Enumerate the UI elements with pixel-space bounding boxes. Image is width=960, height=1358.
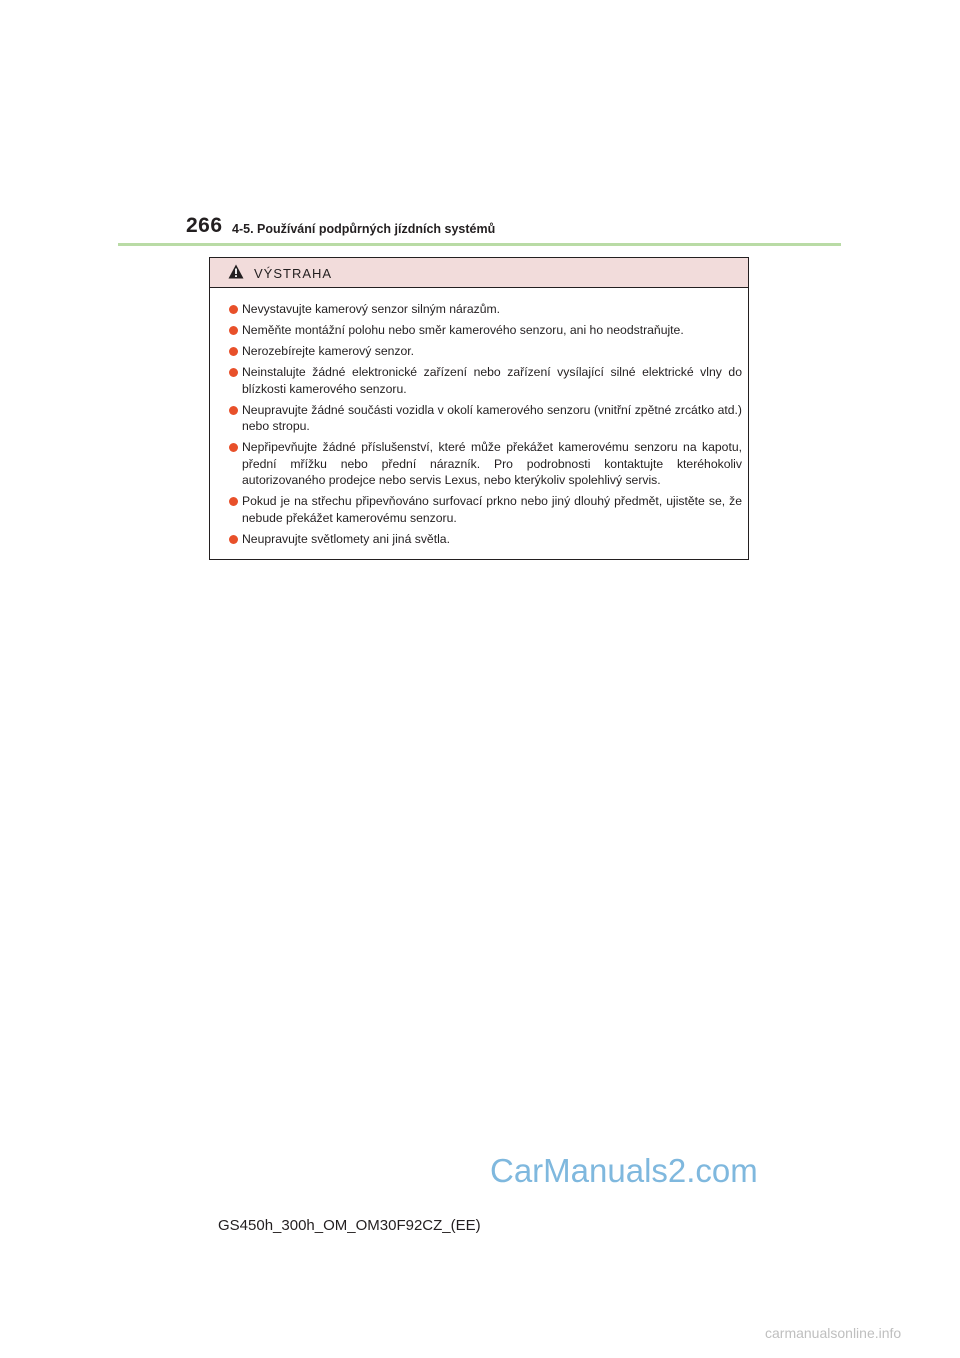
warning-item [229,402,742,435]
warning-item [229,439,742,489]
header-divider [118,243,841,246]
warning-item [229,322,742,339]
section-title: 4-5. Používání podpůrných jízdních systémů [232,222,496,236]
warning-item-text: Pokud je na střechu připevňováno surfovací prkno nebo jiný dlouhý předmět, ujistěte se, že nebude překážet kamerovému senzoru. [242,494,742,525]
warning-triangle-icon [228,264,244,279]
warning-item-text: Neinstalujte žádné elektronické zařízení nebo zařízení vysílající silné elektrické vlny do blízkosti kamerového senzoru. [242,365,742,396]
warning-item-text: Nerozebírejte kamerový senzor. [242,344,415,358]
warning-item-text: Neměňte montážní polohu nebo směr kamerového senzoru, ani ho neodstraňujte. [242,323,684,337]
warning-item [229,531,742,548]
warning-header [210,258,748,288]
document-id: GS450h_300h_OM_OM30F92CZ_(EE) [218,1217,481,1234]
bullet-icon [229,347,238,356]
bullet-icon [229,305,238,314]
warning-box [209,257,749,560]
warning-item-text: Neupravujte světlomety ani jiná světla. [242,531,450,546]
warning-item-text: Neupravujte žádné součásti vozidla v okolí kamerového senzoru (vnitřní zpětné zrcátko atd.) nebo stropu. [242,402,742,433]
bullet-icon [229,368,238,377]
watermark-logo: CarManuals2.com [490,1152,758,1189]
bullet-icon [229,535,238,544]
warning-item [229,493,742,526]
bullet-icon [229,443,238,452]
warning-item-text: Nevystavujte kamerový senzor silným nárazům. [242,302,501,316]
warning-list [210,288,748,547]
warning-item-text: Nepřipevňujte žádné příslušenství, které může překážet kamerovému senzoru na kapotu, přední mřížku nebo přední nárazník. Pro podrobnosti kontaktujte kteréhokoliv autorizovaného prodejce nebo servis Lexus, nebo kterýkoliv spolehlivý servis. [242,440,742,487]
warning-label: VÝSTRAHA [254,266,333,281]
page-number: 266 [186,214,223,237]
bullet-icon [229,406,238,415]
warning-item [229,301,742,318]
warning-item [229,364,742,397]
site-footer: carmanualsonline.info [765,1325,902,1341]
bullet-icon [229,497,238,506]
bullet-icon [229,326,238,335]
warning-item [229,343,742,360]
